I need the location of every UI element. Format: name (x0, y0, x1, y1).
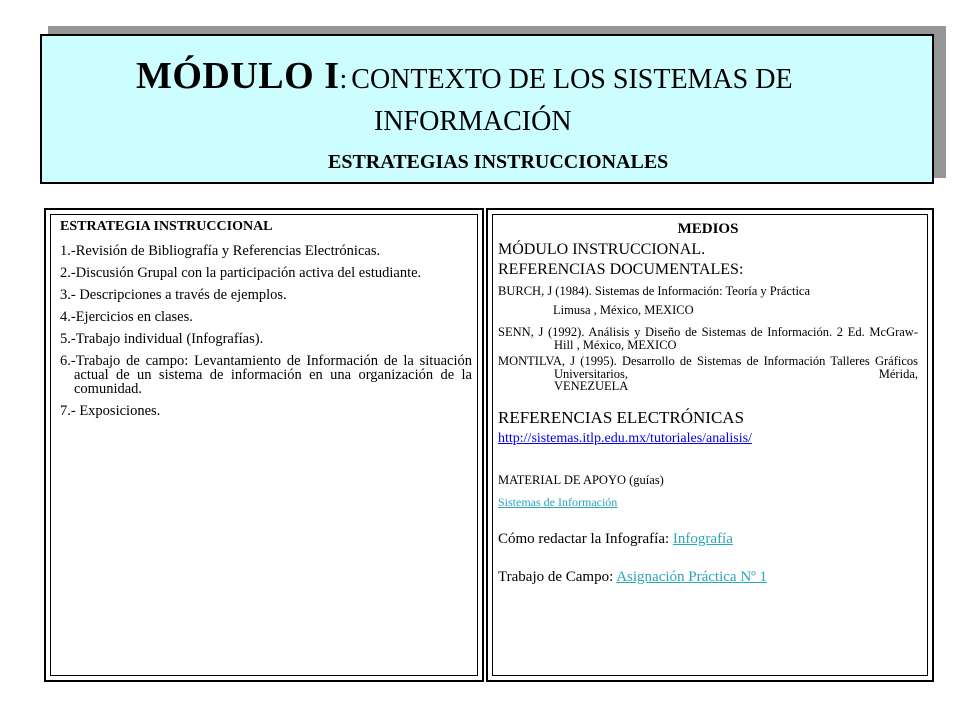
fieldwork-label: Trabajo de Campo: (498, 568, 617, 585)
strategy-content (60, 220, 472, 426)
infographic-label: Cómo redactar la Infografía: (498, 530, 673, 547)
information-systems-link[interactable]: Sistemas de Información (498, 494, 618, 509)
media-heading: MEDIOS (677, 221, 739, 237)
strategy-item: 5.-Trabajo individual (Infografías). (60, 331, 264, 347)
reference-montilva-country: VENEZUELA (554, 379, 629, 393)
documentary-references-heading: REFERENCIAS DOCUMENTALES: (498, 261, 744, 278)
practical-assignment-link[interactable]: Asignación Práctica Nº 1 (616, 568, 768, 585)
reference-senn: SENN, J (1992). Análisis y Diseño de Sistemas de Información. 2 Ed. McGraw-Hill , México, MEXICO (498, 325, 918, 352)
strategy-item: 1.-Revisión de Bibliografía y Referencias Electrónicas. (60, 243, 381, 259)
fieldwork-row (498, 569, 918, 585)
strategy-item: 2.-Discusión Grupal con la participación activa del estudiante. (60, 265, 422, 281)
strategy-item: 6.-Trabajo de campo: Levantamiento de Información de la situación actual de un sistema de información en una organización de la comunidad. (60, 353, 472, 397)
strategy-item: 4.-Ejercicios en clases. (60, 309, 193, 325)
infographic-link[interactable]: Infografía (672, 530, 733, 547)
electronic-references-heading: REFERENCIAS ELECTRÓNICAS (498, 407, 745, 427)
support-material-label: MATERIAL DE APOYO (guías) (498, 472, 664, 487)
context-title: CONTEXTO DE LOS SISTEMAS DE (351, 64, 793, 95)
reference-burch-publisher: Limusa , México, MEXICO (553, 302, 694, 317)
media-panel (486, 208, 934, 682)
media-content (498, 222, 918, 585)
strategy-panel (44, 208, 484, 682)
module-label: MÓDULO I (136, 55, 340, 97)
context-title-line-2: INFORMACIÓN (374, 106, 572, 137)
reference-montilva (498, 355, 918, 380)
instructional-module: MÓDULO INSTRUCCIONAL. (498, 241, 706, 258)
subtitle: ESTRATEGIAS INSTRUCCIONALES (328, 151, 669, 173)
strategy-item: 7.- Exposiciones. (60, 403, 161, 419)
strategy-item: 3.- Descripciones a través de ejemplos. (60, 287, 287, 303)
reference-burch: BURCH, J (1984). Sistemas de Información: Teoría y Práctica (498, 284, 811, 298)
reference-montilva-main: MONTILVA, J (1995). Desarrollo de Sistemas de Información Talleres Gráficos Universitarios, Mérida, (498, 354, 918, 381)
module-colon: : (339, 64, 348, 95)
strategy-heading: ESTRATEGIA INSTRUCCIONAL (60, 219, 273, 234)
title-banner (40, 34, 934, 184)
title-line-1 (136, 54, 793, 98)
infographic-row (498, 531, 918, 547)
tutorial-link[interactable]: http://sistemas.itlp.edu.mx/tutoriales/analisis/ (498, 430, 752, 446)
